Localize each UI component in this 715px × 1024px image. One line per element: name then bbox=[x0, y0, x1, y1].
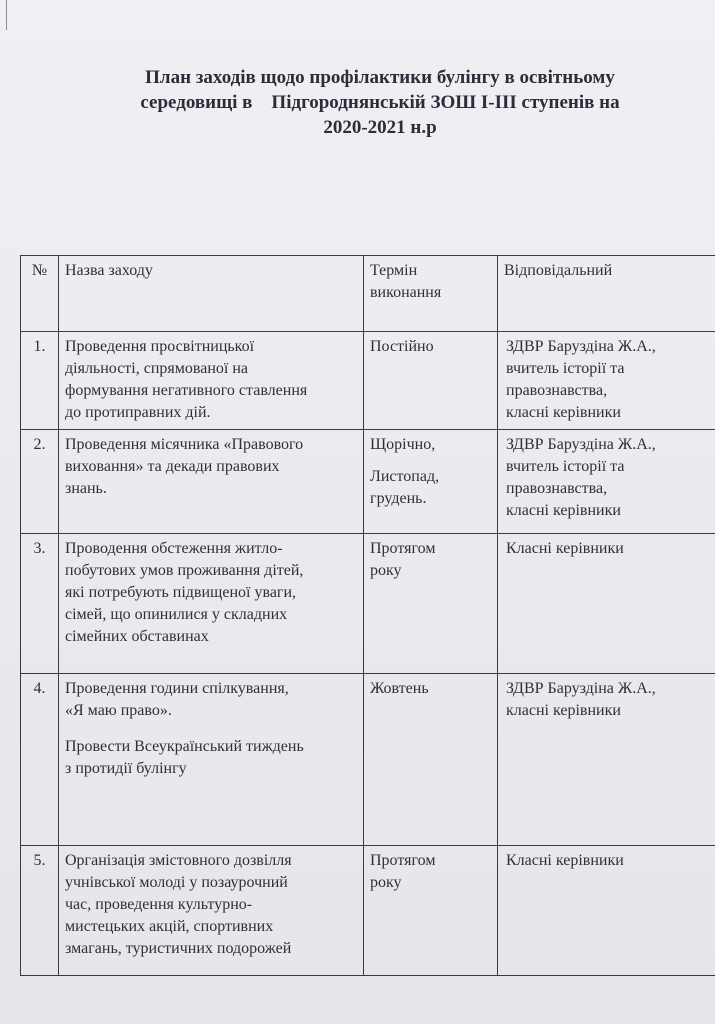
row-term-line: Жовтень bbox=[370, 680, 429, 697]
row-responsible-line: правознавства, bbox=[506, 480, 608, 497]
row-num: 1. bbox=[21, 332, 59, 430]
row-name bbox=[59, 332, 364, 430]
row-name-line: діяльності, спрямованої на bbox=[65, 360, 248, 377]
row-num: 3. bbox=[21, 534, 59, 674]
row-name-line: «Я маю право». bbox=[65, 702, 172, 719]
header-responsible: Відповідальний bbox=[498, 256, 715, 332]
row-name-line: виховання» та декади правових bbox=[65, 458, 280, 475]
row-name-line: учнівської молоді у позаурочний bbox=[65, 874, 288, 891]
row-term-line: Постійно bbox=[370, 338, 434, 355]
title-line-2: середовищі в Підгороднянській ЗОШ І-ІІІ ступенів на bbox=[140, 92, 620, 113]
row-name-line: сімей, що опинилися у складних bbox=[65, 606, 288, 623]
header-num: № bbox=[21, 256, 59, 332]
table-row bbox=[21, 846, 715, 976]
row-name bbox=[59, 534, 364, 674]
row-responsible bbox=[498, 332, 715, 430]
row-responsible-line: класні керівники bbox=[506, 702, 621, 719]
row-term-line: Щорічно, bbox=[370, 436, 436, 453]
title-line-1: План заходів щодо профілактики булінгу в освітньому bbox=[145, 67, 615, 88]
table-row bbox=[21, 534, 715, 674]
row-responsible-line: ЗДВР Баруздіна Ж.А., bbox=[506, 436, 656, 453]
header-term-line-1: Термін bbox=[370, 262, 418, 279]
row-name-line: Проведення місячника «Правового bbox=[65, 436, 304, 453]
row-responsible-line: вчитель історії та bbox=[506, 458, 625, 475]
row-name-line: Проведення години спілкування, bbox=[65, 680, 289, 697]
row-term-line: Листопад, bbox=[370, 468, 440, 485]
table-row bbox=[21, 332, 715, 430]
row-responsible-line: правознавства, bbox=[506, 382, 608, 399]
row-num: 5. bbox=[21, 846, 59, 976]
row-term-line: Протягом bbox=[370, 852, 436, 869]
header-term-line-2: виконання bbox=[370, 284, 442, 301]
row-name-line: формування негативного ставлення bbox=[65, 382, 308, 399]
row-responsible-line: Класні керівники bbox=[506, 852, 624, 869]
row-name-line: сімейних обставинах bbox=[65, 628, 209, 645]
row-num: 4. bbox=[21, 674, 59, 846]
row-responsible bbox=[498, 430, 715, 534]
row-name-line: знань. bbox=[65, 480, 107, 497]
row-responsible bbox=[498, 674, 715, 846]
page-edge-mark bbox=[6, 0, 7, 30]
table-row bbox=[21, 674, 715, 846]
header-name: Назва заходу bbox=[59, 256, 364, 332]
row-name-line: побутових умов проживання дітей, bbox=[65, 562, 304, 579]
row-term-line: року bbox=[370, 562, 402, 579]
row-num: 2. bbox=[21, 430, 59, 534]
row-responsible-line: класні керівники bbox=[506, 502, 621, 519]
row-name bbox=[59, 674, 364, 846]
row-responsible bbox=[498, 534, 715, 674]
document-title bbox=[70, 65, 690, 140]
table-row bbox=[21, 430, 715, 534]
title-line-3: 2020-2021 н.р bbox=[323, 117, 437, 138]
row-responsible-line: ЗДВР Баруздіна Ж.А., bbox=[506, 338, 656, 355]
row-responsible bbox=[498, 846, 715, 976]
header-term bbox=[364, 256, 498, 332]
row-term bbox=[364, 332, 498, 430]
row-responsible-line: класні керівники bbox=[506, 404, 621, 421]
row-name-line: Організація змістовного дозвілля bbox=[65, 852, 292, 869]
row-name-line: Проводення обстеження житло- bbox=[65, 540, 283, 557]
row-name-line: які потребують підвищеної уваги, bbox=[65, 584, 297, 601]
row-name-line: мистецьких акцій, спортивних bbox=[65, 918, 274, 935]
row-responsible-line: ЗДВР Баруздіна Ж.А., bbox=[506, 680, 656, 697]
plan-table bbox=[20, 255, 715, 976]
plan-table-wrapper bbox=[20, 255, 715, 976]
row-name-line: змагань, туристичних подорожей bbox=[65, 940, 292, 957]
row-name-line: час, проведення культурно- bbox=[65, 896, 253, 913]
row-name-line: з протидії булінгу bbox=[65, 760, 187, 777]
row-term-line: грудень. bbox=[370, 490, 427, 507]
row-term bbox=[364, 674, 498, 846]
row-term bbox=[364, 534, 498, 674]
row-term-line: року bbox=[370, 874, 402, 891]
row-term bbox=[364, 846, 498, 976]
row-name-line: до протиправних дій. bbox=[65, 404, 211, 421]
row-name-line: Провести Всеукраїнський тиждень bbox=[65, 738, 304, 755]
row-name bbox=[59, 846, 364, 976]
row-responsible-line: Класні керівники bbox=[506, 540, 624, 557]
row-term bbox=[364, 430, 498, 534]
row-name-line: Проведення просвітницької bbox=[65, 338, 255, 355]
table-header-row bbox=[21, 256, 715, 332]
row-responsible-line: вчитель історії та bbox=[506, 360, 625, 377]
row-name bbox=[59, 430, 364, 534]
row-term-line: Протягом bbox=[370, 540, 436, 557]
